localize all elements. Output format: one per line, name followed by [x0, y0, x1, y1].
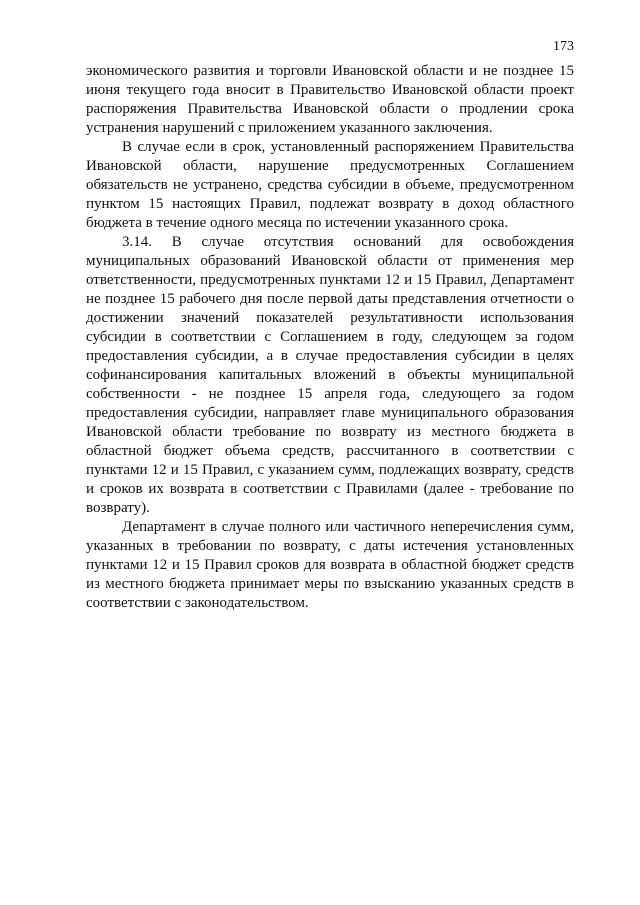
page-number: 173	[553, 39, 574, 54]
paragraph-3-14: 3.14. В случае отсутствия оснований для освобождения муниципальных образований Ивановской области от применения мер ответственности, предусмотренных пунктами 12 и 15 Правил, Департамент не позднее 15 рабочего дня после первой даты представления отчетности о достижении значений показателей результативности использования субсидии в соответствии с Соглашением в году, следующем за годом предоставления субсидии, а в случае предоставления субсидии в целях софинансирования капитальных вложений в объекты муниципальной собственности - не позднее 15 апреля года, следующего за годом предоставления субсидии, направляет главе муниципального образования Ивановской области требование по возврату из местного бюджета в областной бюджет объема средств, рассчитанного в соответствии с пунктами 12 и 15 Правил, с указанием сумм, подлежащих возврату, средств и сроков их возврата в соответствии с Правилами (далее - требование по возврату).	[86, 234, 574, 516]
paragraph-continuation: экономического развития и торговли Ивановской области и не позднее 15 июня текущего года вносит в Правительство Ивановской области проект распоряжения Правительства Ивановской области о продлении срока устранения нарушений с приложением указанного заключения.	[86, 63, 574, 136]
paragraph-department-measures: Департамент в случае полного или частичного неперечисления сумм, указанных в требовании по возврату, с даты истечения установленных пунктами 12 и 15 Правил сроков для возврата в областной бюджет средств из местного бюджета принимает меры по взысканию указанных средств в соответствии с законодательством.	[86, 519, 574, 611]
document-body	[86, 62, 574, 613]
paragraph-return-of-funds: В случае если в срок, установленный распоряжением Правительства Ивановской области, нарушение предусмотренных Соглашением обязательств не устранено, средства субсидии в объеме, предусмотренном пунктом 15 настоящих Правил, подлежат возврату в доход областного бюджета в течение одного месяца по истечении указанного срока.	[86, 139, 574, 231]
